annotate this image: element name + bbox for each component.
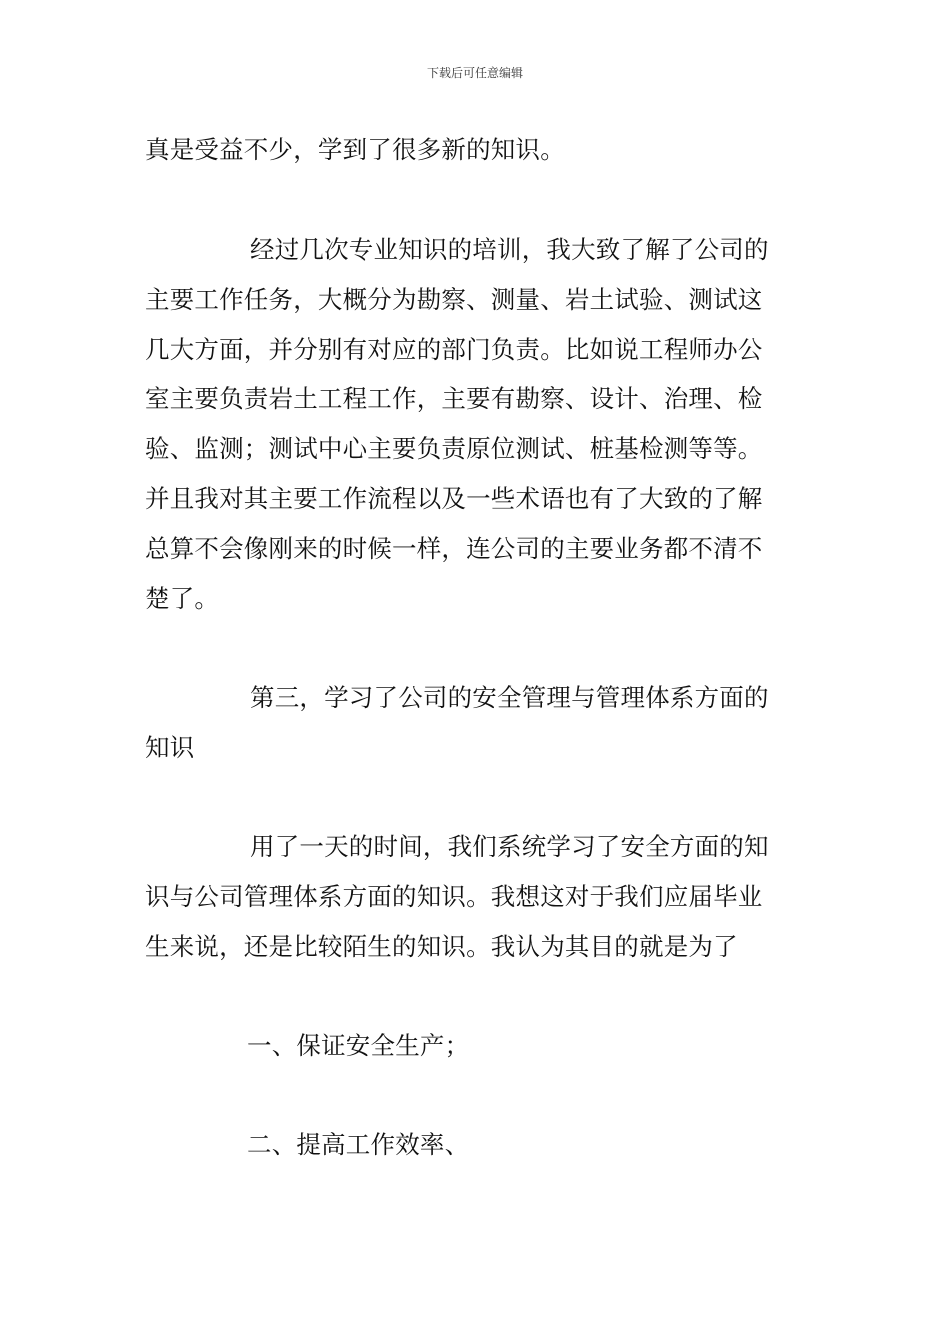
body-line: 总算不会像刚来的时候一样，连公司的主要业务都不清不 (145, 534, 763, 563)
list-item: 一、保证安全生产； (247, 1031, 470, 1060)
body-line: 几大方面，并分别有对应的部门负责。比如说工程师办公 (145, 335, 763, 364)
body-line: 楚了。 (145, 584, 220, 613)
body-line: 室主要负责岩土工程工作，主要有勘察、设计、治理、检 (145, 384, 763, 413)
page-header: 下载后可任意编辑 (426, 66, 523, 80)
body-line: 验、监测；测试中心主要负责原位测试、桩基检测等等。 (145, 434, 763, 463)
list-item: 二、提高工作效率、 (247, 1130, 470, 1159)
body-line: 生来说，还是比较陌生的知识。我认为其目的就是为了 (145, 932, 738, 961)
body-line: 经过几次专业知识的培训，我大致了解了公司的 (250, 235, 769, 264)
body-line: 识与公司管理体系方面的知识。我想这对于我们应届毕业 (145, 882, 763, 911)
body-line: 用了一天的时间，我们系统学习了安全方面的知 (250, 832, 769, 861)
body-line: 真是受益不少，学到了很多新的知识。 (145, 135, 565, 164)
section-heading: 第三，学习了公司的安全管理与管理体系方面的 (250, 683, 769, 712)
body-line: 主要工作任务，大概分为勘察、测量、岩土试验、测试这 (145, 285, 763, 314)
section-heading: 知识 (145, 733, 195, 762)
body-line: 并且我对其主要工作流程以及一些术语也有了大致的了解 (145, 484, 763, 513)
